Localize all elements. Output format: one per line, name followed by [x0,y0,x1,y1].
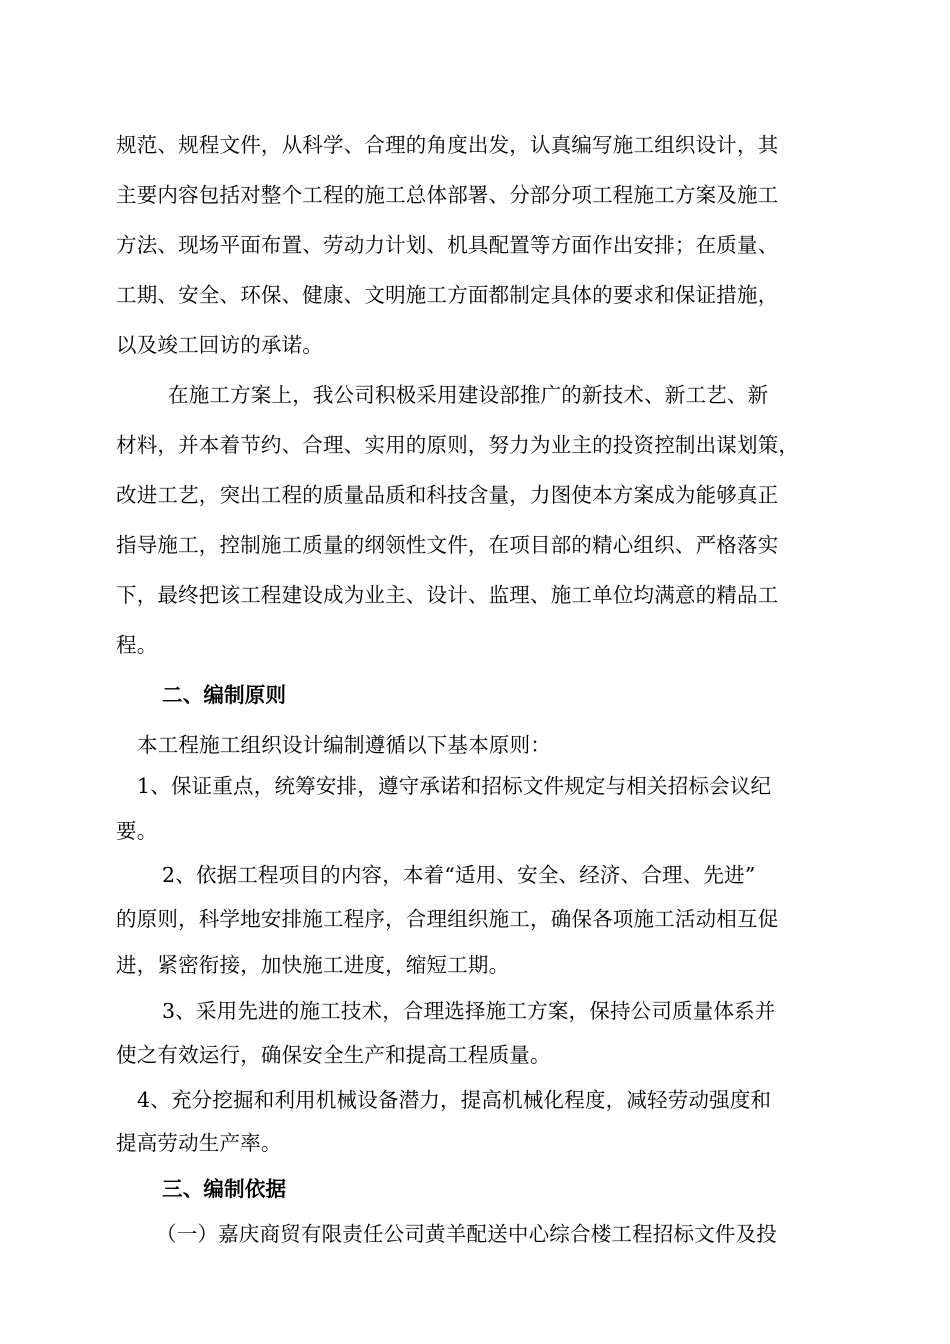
list-item-line: 的原则，科学地安排施工程序，合理组织施工，确保各项施工活动相互促 [116,907,779,931]
paragraph-line: 以及竣工回访的承诺。 [116,333,323,357]
paragraph-line: 程。 [116,633,158,657]
list-item-line: 4、充分挖掘和利用机械设备潜力，提高机械化程度，减轻劳动强度和 [137,1088,772,1112]
paragraph-line: 指导施工，控制施工质量的纲领性文件，在项目部的精心组织、严格落实 [116,533,779,557]
paragraph-line: 工期、安全、环保、健康、文明施工方面都制定具体的要求和保证措施， [116,283,779,307]
paragraph-line: 材料，并本着节约、合理、实用的原则，努力为业主的投资控制出谋划策， [116,433,800,457]
paragraph-line: 规范、规程文件，从科学、合理的角度出发，认真编写施工组织设计，其 [116,133,779,157]
paragraph-line: 方法、现场平面布置、劳动力计划、机具配置等方面作出安排；在质量、 [116,233,779,257]
list-item-line: 要。 [116,819,158,843]
list-item-line: 1、保证重点，统筹安排，遵守承诺和招标文件规定与相关招标会议纪 [137,774,772,798]
paragraph-line: 改进工艺，突出工程的质量品质和科技含量，力图使本方案成为能够真正 [116,483,779,507]
paragraph-line: 本工程施工组织设计编制遵循以下基本原则： [137,733,551,757]
list-item-line: 提高劳动生产率。 [116,1131,282,1155]
list-item-line: 2、依据工程项目的内容，本着“适用、安全、经济、合理、先进” [162,863,756,887]
paragraph-line: （一）嘉庆商贸有限责任公司黄羊配送中心综合楼工程招标文件及投 [156,1222,777,1246]
list-item-line: 3、采用先进的施工技术，合理选择施工方案，保持公司质量体系并 [162,999,776,1023]
paragraph-line: 在施工方案上，我公司积极采用建设部推广的新技术、新工艺、新 [168,383,769,407]
paragraph-line: 下，最终把该工程建设成为业主、设计、监理、施工单位均满意的精品工 [116,583,779,607]
section-heading: 三、编制依据 [162,1177,287,1201]
list-item-line: 使之有效运行，确保安全生产和提高工程质量。 [116,1043,551,1067]
section-heading: 二、编制原则 [162,683,287,707]
list-item-line: 进，紧密衔接，加快施工进度，缩短工期。 [116,953,510,977]
paragraph-line: 主要内容包括对整个工程的施工总体部署、分部分项工程施工方案及施工 [116,183,779,207]
